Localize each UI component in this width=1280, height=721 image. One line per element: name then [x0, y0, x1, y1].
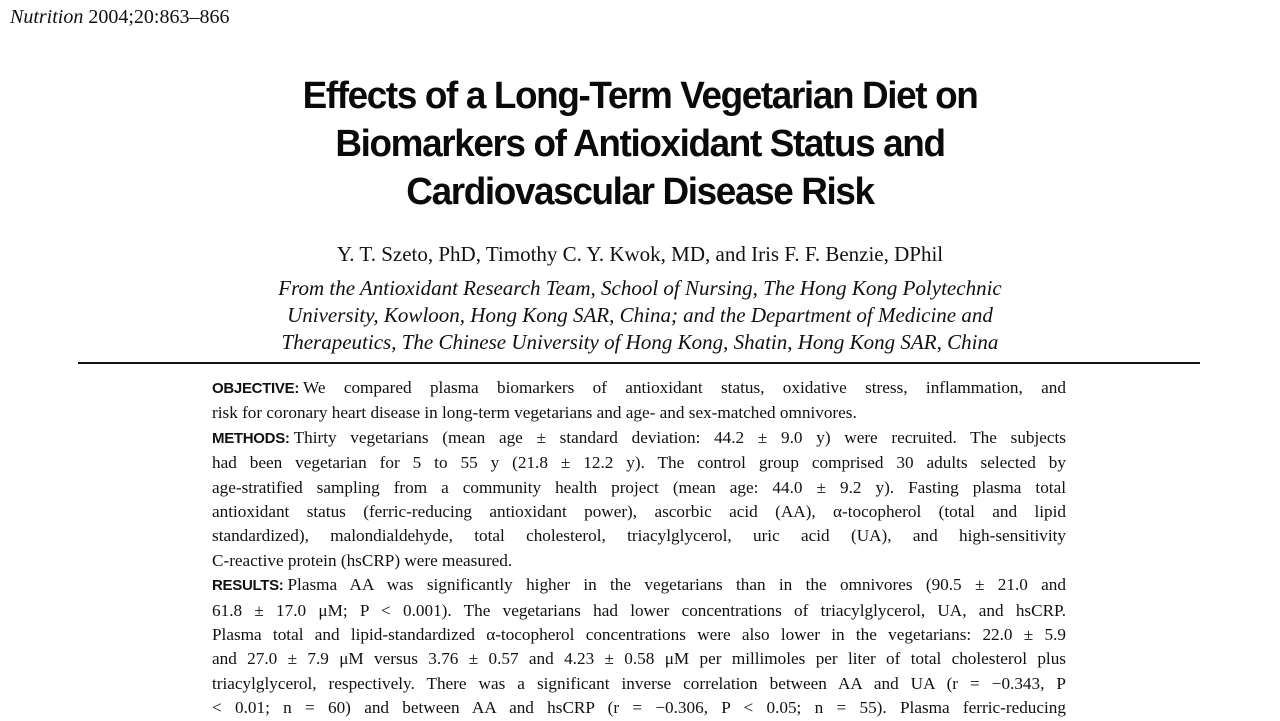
affiliation-line: Therapeutics, The Chinese University of Hong Kong, Shatin, Hong Kong SAR, China: [281, 330, 999, 354]
title-line: Cardiovascular Disease Risk: [406, 171, 874, 213]
abstract-line: age-stratified sampling from a community health project (mean age: 44.0 ± 9.2 y). Fasting plasma total: [212, 477, 1066, 497]
title-line: Effects of a Long-Term Vegetarian Diet on: [302, 75, 978, 117]
journal-citation: [10, 4, 229, 30]
abstract-line: [212, 376, 1066, 401]
author-list: Y. T. Szeto, PhD, Timothy C. Y. Kwok, MD, and Iris F. F. Benzie, DPhil: [336, 242, 944, 266]
abstract-line: < 0.01; n = 60) and between AA and hsCRP (r = −0.306, P < 0.05; n = 55). Plasma ferric-reducing: [212, 698, 1066, 718]
title-line: Biomarkers of Antioxidant Status and: [335, 123, 945, 165]
abstract-line: [212, 573, 1066, 598]
affiliation-line: From the Antioxidant Research Team, School of Nursing, The Hong Kong Polytechnic: [278, 276, 1002, 300]
results-text: Plasma AA was significantly higher in the vegetarians than in the omnivores (90.5 ± 21.0 and: [287, 575, 1066, 595]
abstract-line: Plasma total and lipid-standardized α-tocopherol concentrations were also lower in the vegetarians: 22.0 ± 5.9: [212, 625, 1066, 645]
abstract-line: 61.8 ± 17.0 μM; P < 0.001). The vegetarians had lower concentrations of triacylglycerol, UA, and hsCRP.: [212, 600, 1066, 620]
methods-label: METHODS:: [212, 429, 290, 447]
abstract-line: standardized), malondialdehyde, total cholesterol, triacylglycerol, uric acid (UA), and high-sensitivity: [212, 526, 1066, 546]
affiliation-line: University, Kowloon, Hong Kong SAR, China; and the Department of Medicine and: [287, 303, 993, 327]
abstract-line: risk for coronary heart disease in long-term vegetarians and age- and sex-matched omnivores.: [212, 403, 857, 423]
abstract-line: triacylglycerol, respectively. There was a significant inverse correlation between AA and UA (r = −0.343, P: [212, 673, 1066, 693]
abstract-line: had been vegetarian for 5 to 55 y (21.8 ± 12.2 y). The control group comprised 30 adults selected by: [212, 453, 1066, 473]
methods-text: Thirty vegetarians (mean age ± standard deviation: 44.2 ± 9.0 y) were recruited. The subjects: [293, 427, 1066, 447]
author-affiliation: [0, 275, 1280, 356]
abstract-line: C-reactive protein (hsCRP) were measured.: [212, 550, 513, 570]
article-title: [0, 72, 1280, 216]
abstract-line: antioxidant status (ferric-reducing antioxidant power), ascorbic acid (AA), α-tocopherol (total and lipid: [212, 502, 1066, 522]
abstract-line: [212, 426, 1066, 451]
results-label: RESULTS:: [212, 577, 284, 595]
section-divider: [78, 362, 1200, 364]
abstract-line: and 27.0 ± 7.9 μM versus 3.76 ± 0.57 and 4.23 ± 0.58 μM per millimoles per liter of total cholesterol plus: [212, 649, 1066, 669]
citation-details: 2004;20:863–866: [83, 6, 230, 28]
journal-name: Nutrition: [10, 6, 84, 28]
objective-text: We compared plasma biomarkers of antioxidant status, oxidative stress, inflammation, and: [303, 378, 1066, 397]
objective-label: OBJECTIVE:: [212, 380, 300, 397]
abstract: [212, 376, 1066, 721]
